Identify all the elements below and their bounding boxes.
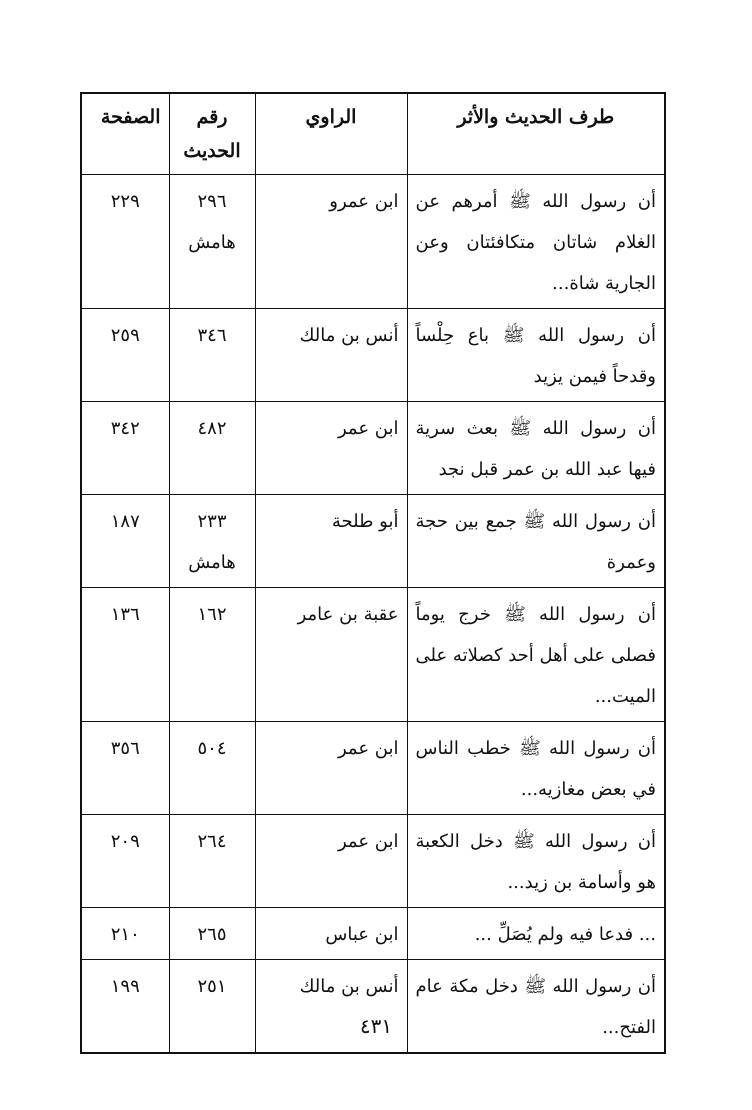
cell-hadith-text: أن رسول الله ﷺ جمع بين حجة وعمرة	[407, 495, 665, 588]
cell-hadith-number	[169, 722, 255, 815]
cell-hadith-number	[169, 309, 255, 402]
cell-hadith-text: أن رسول الله ﷺ خرج يوماً فصلى على أهل أحد كصلاته على الميت...	[407, 588, 665, 722]
cell-hadith-number	[169, 588, 255, 722]
cell-hadith-text: أن رسول الله ﷺ خطب الناس في بعض مغازيه...	[407, 722, 665, 815]
table-row	[81, 495, 665, 588]
cell-hadith-text: أن رسول الله ﷺ أمرهم عن الغلام شاتان متكافئتان وعن الجارية شاة...	[407, 175, 665, 309]
table-row	[81, 402, 665, 495]
cell-page-number: ١٩٩	[81, 960, 169, 1054]
hadith-number-value: ٤٨٢	[197, 418, 227, 439]
margin-note: هامش	[188, 232, 236, 253]
hadith-number-value: ٢٦٥	[197, 924, 227, 945]
hadith-number-value: ٣٤٦	[197, 325, 227, 346]
table-header-row	[81, 93, 665, 175]
cell-narrator: ابن عمر	[255, 402, 407, 495]
table-row	[81, 908, 665, 960]
header-hadith: طرف الحديث والأثر	[407, 93, 665, 175]
cell-narrator: أبو طلحة	[255, 495, 407, 588]
header-narrator: الراوي	[255, 93, 407, 175]
table-row	[81, 815, 665, 908]
hadith-number-value: ٢٩٦	[197, 191, 227, 212]
cell-narrator: أنس بن مالك	[255, 960, 407, 1054]
cell-narrator: عقبة بن عامر	[255, 588, 407, 722]
cell-narrator: ابن عمر	[255, 815, 407, 908]
hadith-number-value: ٥٠٤	[197, 738, 227, 759]
cell-hadith-text: ... فدعا فيه ولم يُصَلِّ ...	[407, 908, 665, 960]
cell-page-number: ٣٥٦	[81, 722, 169, 815]
cell-page-number: ١٣٦	[81, 588, 169, 722]
cell-narrator: أنس بن مالك	[255, 309, 407, 402]
cell-narrator: ابن عباس	[255, 908, 407, 960]
cell-narrator: ابن عمرو	[255, 175, 407, 309]
cell-hadith-number	[169, 960, 255, 1054]
cell-hadith-number	[169, 815, 255, 908]
hadith-number-value: ٢٣٣	[197, 511, 227, 532]
cell-page-number: ٢٢٩	[81, 175, 169, 309]
table-body	[81, 175, 665, 1054]
table-row	[81, 588, 665, 722]
cell-narrator: ابن عمر	[255, 722, 407, 815]
header-page: الصفحة	[81, 93, 169, 175]
cell-page-number: ٢١٠	[81, 908, 169, 960]
table-row	[81, 960, 665, 1054]
table-row	[81, 722, 665, 815]
cell-hadith-number	[169, 402, 255, 495]
cell-hadith-text: أن رسول الله ﷺ بعث سرية فيها عبد الله بن عمر قبل نجد	[407, 402, 665, 495]
page-number: ٤٣١	[359, 1014, 393, 1038]
header-hadith-number: رقم الحديث	[169, 93, 255, 175]
cell-hadith-text: أن رسول الله ﷺ باع حِلْساً وقدحاً فيمن يزيد	[407, 309, 665, 402]
hadith-number-value: ٢٥١	[197, 976, 227, 997]
cell-hadith-text: أن رسول الله ﷺ دخل مكة عام الفتح...	[407, 960, 665, 1054]
margin-note: هامش	[188, 552, 236, 573]
hadith-number-value: ١٦٢	[197, 604, 227, 625]
cell-page-number: ٢٠٩	[81, 815, 169, 908]
cell-page-number: ٢٥٩	[81, 309, 169, 402]
cell-page-number: ١٨٧	[81, 495, 169, 588]
table-row	[81, 309, 665, 402]
cell-page-number: ٣٤٢	[81, 402, 169, 495]
hadith-number-value: ٢٦٤	[197, 831, 227, 852]
hadith-index-table	[80, 92, 666, 1054]
cell-hadith-number	[169, 908, 255, 960]
cell-hadith-number	[169, 175, 255, 309]
cell-hadith-number	[169, 495, 255, 588]
table-row	[81, 175, 665, 309]
cell-hadith-text: أن رسول الله ﷺ دخل الكعبة هو وأسامة بن زيد...	[407, 815, 665, 908]
